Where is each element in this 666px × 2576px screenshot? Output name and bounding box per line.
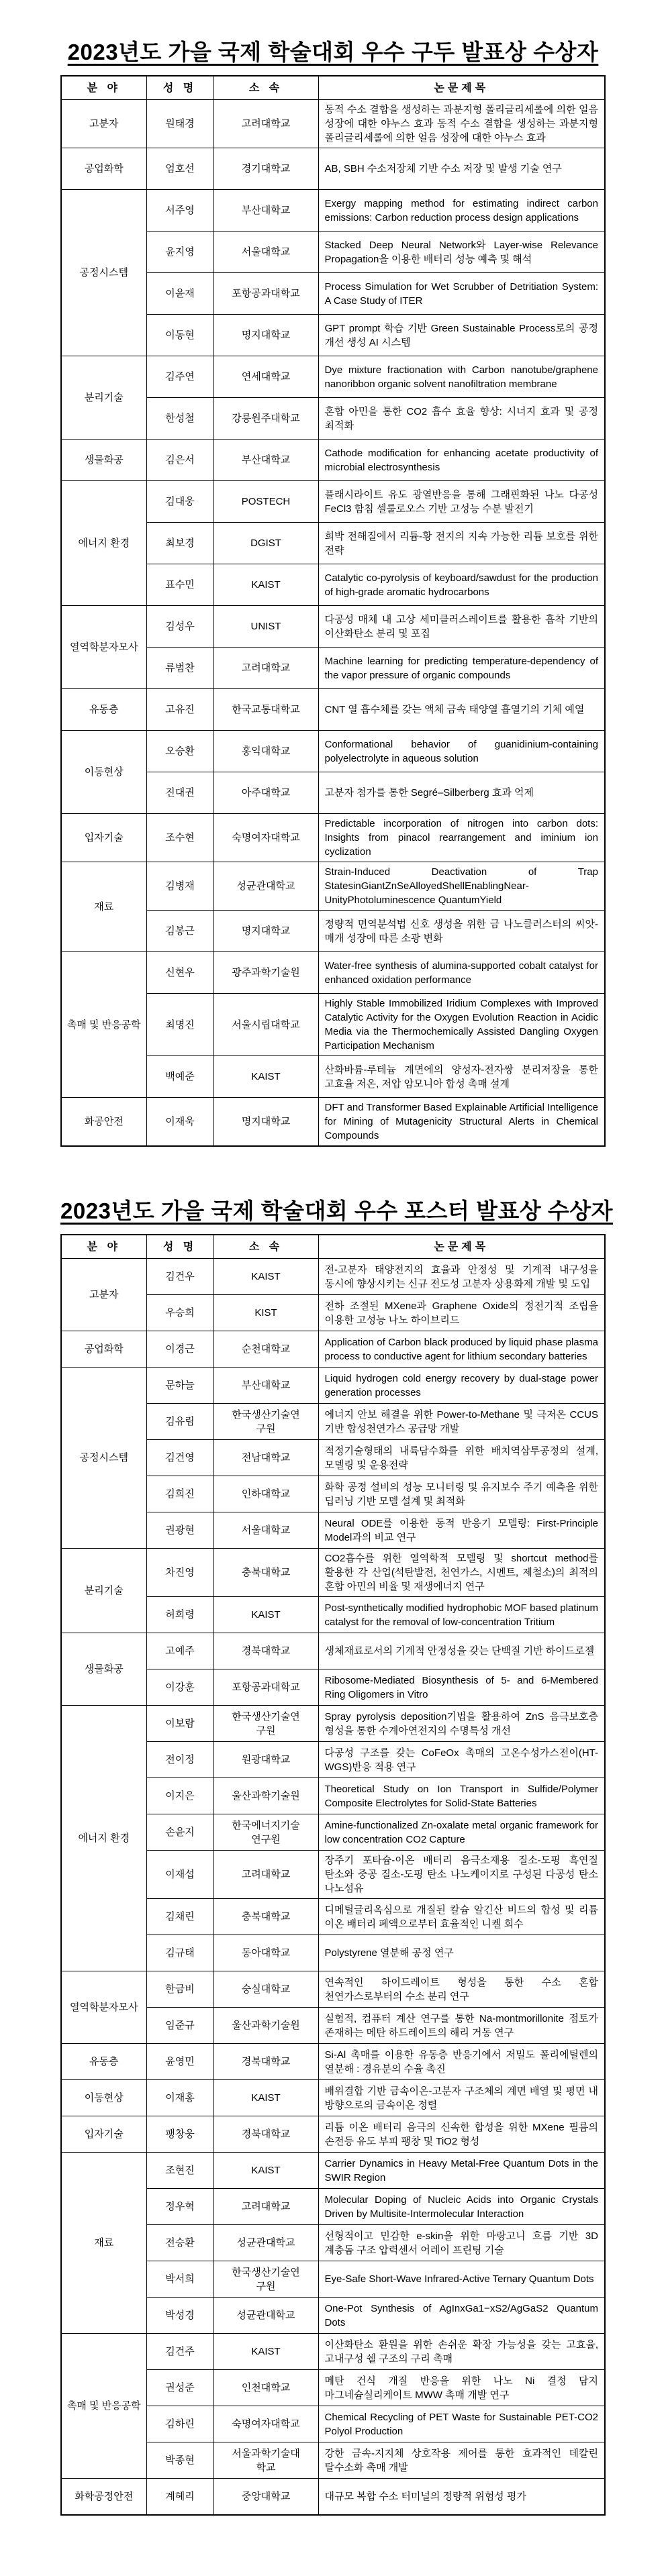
paper-title-cell: Theoretical Study on Ion Transport in Sulfide/Polymer Composite Electrolytes for Solid-State Batteries [318,1778,605,1814]
paper-title-cell: Predictable incorporation of nitrogen into carbon dots: Insights from pinacol rearrangement and iminium ion cyclization [318,814,605,862]
table-row [61,356,605,398]
paper-title-cell: 메탄 건식 개질 반응을 위한 나노 Ni 결정 담지 마그네슘실리케이트 MWW 촉매 개발 연구 [318,2370,605,2406]
affiliation-cell: 성균관대학교 [213,2225,318,2261]
winner-name-cell: 진대권 [146,772,213,814]
paper-title-cell: Strain-Induced Deactivation of Trap StatesinGiantZnSeAlloyedShellEnablingNear-UnityPhotoluminescence QuantumYield [318,862,605,911]
affiliation-cell: KAIST [213,2080,318,2116]
winner-name-cell: 김유림 [146,1404,213,1440]
affiliation-cell: 부산대학교 [213,440,318,481]
affiliation-cell: 중앙대학교 [213,2479,318,2515]
paper-title-cell: 혼합 아민을 통한 CO2 흡수 효율 향상: 시너지 효과 및 공정 최적화 [318,398,605,440]
field-cell: 입자기술 [61,814,146,862]
field-cell: 생물화공 [61,1633,146,1706]
affiliation-cell: 성균관대학교 [213,2298,318,2334]
affiliation-cell: 서울대학교 [213,1512,318,1549]
paper-title-cell: Stacked Deep Neural Network와 Layer-wise Relevance Propagation을 이용한 배터리 성능 예측 및 해석 [318,231,605,273]
header-paper-title: 논문제목 [318,1235,605,1259]
affiliation-cell: 순천대학교 [213,1331,318,1368]
paper-title-cell: Polystyrene 열분해 공정 연구 [318,1935,605,1971]
affiliation-cell: 전남대학교 [213,1440,318,1476]
table-row [61,481,605,523]
table-row [61,862,605,911]
table-header-row [61,1235,605,1259]
paper-title-cell: Machine learning for predicting temperature-dependency of the vapor pressure of organic compounds [318,648,605,689]
affiliation-cell: 고려대학교 [213,100,318,148]
field-cell: 유동층 [61,2044,146,2080]
paper-title-cell: Conformational behavior of guanidinium-containing polyelectrolyte in aqueous solution [318,731,605,772]
affiliation-cell: 부산대학교 [213,190,318,231]
field-cell: 재료 [61,2153,146,2334]
table-row [61,1259,605,1295]
winner-name-cell: 허희령 [146,1597,213,1633]
paper-title-cell: 플래시라이트 유도 광열반응을 통해 그래핀화된 나노 다공성 FeCl3 함침 셀룰로오스 기반 고성능 수분 발전기 [318,481,605,523]
affiliation-cell: 숙명여자대학교 [213,814,318,862]
winner-name-cell: 김은서 [146,440,213,481]
winner-name-cell: 차진영 [146,1549,213,1597]
table-row [61,1098,605,1147]
field-cell: 공업화학 [61,148,146,190]
paper-title-cell: Spray pyrolysis deposition기법을 활용하여 ZnS 음극보호층 형성을 통한 수계아연전지의 수명특성 개선 [318,1706,605,1742]
affiliation-cell: 한국생산기술연구원 [213,1706,318,1742]
winner-name-cell: 이재섭 [146,1851,213,1899]
winner-name-cell: 우승희 [146,1295,213,1331]
winner-name-cell: 김규태 [146,1935,213,1971]
table-row [61,440,605,481]
poster-award-title: 2023년도 가을 국제 학술대회 우수 포스터 발표상 수상자 [60,1198,614,1223]
winner-name-cell: 박서희 [146,2261,213,2298]
winner-name-cell: 최보경 [146,523,213,564]
winner-name-cell: 엄호선 [146,148,213,190]
winner-name-cell: 전이정 [146,1742,213,1778]
paper-title-cell: 전-고분자 태양전지의 효율과 안정성 및 기계적 내구성을 동시에 향상시키는 신규 전도성 고분자 상용화제 개발 및 도입 [318,1259,605,1295]
paper-title-cell: Eye-Safe Short-Wave Infrared-Active Ternary Quantum Dots [318,2261,605,2298]
affiliation-cell: 한국생산기술연구원 [213,1404,318,1440]
table-row [61,1368,605,1404]
table-row [61,190,605,231]
affiliation-cell: UNIST [213,606,318,648]
winner-name-cell: 이재욱 [146,1098,213,1147]
table-row [61,1633,605,1669]
paper-title-cell: 선형적이고 민감한 e-skin을 위한 마랑고니 흐름 기반 3D 계층돔 구조 압력센서 어레이 프린팅 기술 [318,2225,605,2261]
affiliation-cell: 연세대학교 [213,356,318,398]
paper-title-cell: Catalytic co-pyrolysis of keyboard/sawdust for the production of high-grade aromatic hydrocarbons [318,564,605,606]
winner-name-cell: 문하늘 [146,1368,213,1404]
affiliation-cell: 인하대학교 [213,1476,318,1512]
paper-title-cell: 리튬 이온 배터리 음극의 신속한 합성을 위한 MXene 필름의 손전등 유도 부피 팽창 및 TiO2 형성 [318,2116,605,2153]
winner-name-cell: 정우혁 [146,2189,213,2225]
paper-title-cell: Liquid hydrogen cold energy recovery by dual-stage power generation processes [318,1368,605,1404]
table-row [61,100,605,148]
affiliation-cell: 경북대학교 [213,2116,318,2153]
winner-name-cell: 신현우 [146,952,213,994]
paper-title-cell: Neural ODE를 이용한 동적 반응기 모델링: First-Principle Model과의 비교 연구 [318,1512,605,1549]
paper-title-cell: Si-Al 촉매를 이용한 유동층 반응기에서 저밀도 폴리에틸렌의 열분해 : 경유분의 수율 촉진 [318,2044,605,2080]
table-row [61,1331,605,1368]
affiliation-cell: 충북대학교 [213,1549,318,1597]
paper-title-cell: 디메틸글리옥심으로 개질된 칼슘 알긴산 비드의 합성 및 리튬 이온 배터리 폐액으로부터 효율적인 니켈 회수 [318,1899,605,1935]
field-cell: 화공안전 [61,1098,146,1147]
field-cell: 생물화공 [61,440,146,481]
winner-name-cell: 김건주 [146,2334,213,2370]
paper-title-cell: CO2흡수를 위한 열역학적 모델링 및 shortcut method를 활용한 각 산업(석탄발전, 천연가스, 시멘트, 제철소)의 최적의 혼합 아민의 비율 및 재생에너지 연구 [318,1549,605,1597]
field-cell: 분리기술 [61,356,146,440]
field-cell: 고분자 [61,100,146,148]
affiliation-cell: 고려대학교 [213,2189,318,2225]
winner-name-cell: 팽창웅 [146,2116,213,2153]
winner-name-cell: 김채린 [146,1899,213,1935]
affiliation-cell: KAIST [213,1259,318,1295]
affiliation-cell: KAIST [213,2334,318,2370]
affiliation-cell: 충북대학교 [213,1899,318,1935]
header-paper-title: 논문제목 [318,76,605,100]
affiliation-cell: 원광대학교 [213,1742,318,1778]
affiliation-cell: 명지대학교 [213,911,318,952]
affiliation-cell: KIST [213,1295,318,1331]
winner-name-cell: 백예준 [146,1056,213,1098]
affiliation-cell: 고려대학교 [213,648,318,689]
table-row [61,1549,605,1597]
winner-name-cell: 손윤지 [146,1814,213,1851]
table-row [61,2044,605,2080]
paper-title-cell: 화학 공정 설비의 성능 모니터링 및 유지보수 주기 예측을 위한 딥러닝 기반 모델 설계 및 최적화 [318,1476,605,1512]
paper-title-cell: 전하 조절된 MXene과 Graphene Oxide의 정전기적 조립을 이용한 고성능 나노 하이브리드 [318,1295,605,1331]
paper-title-cell: Carrier Dynamics in Heavy Metal-Free Quantum Dots in the SWIR Region [318,2153,605,2189]
paper-title-cell: Water-free synthesis of alumina-supported cobalt catalyst for enhanced oxidation performance [318,952,605,994]
paper-title-cell: GPT prompt 학습 기반 Green Sustainable Process로의 공정 개선 생성 AI 시스템 [318,315,605,356]
affiliation-cell: 울산과학기술원 [213,1778,318,1814]
winner-name-cell: 박종현 [146,2442,213,2479]
winner-name-cell: 고유진 [146,689,213,731]
oral-award-section [60,35,606,1147]
winner-name-cell: 조수현 [146,814,213,862]
winner-name-cell: 김주연 [146,356,213,398]
affiliation-cell: 숭실대학교 [213,1971,318,2008]
affiliation-cell: 부산대학교 [213,1368,318,1404]
paper-title-cell: 산화바륨-루테늄 계면에의 양성자-전자쌍 분리저장을 통한 고효율 저온, 저압 암모니아 합성 촉매 설계 [318,1056,605,1098]
affiliation-cell: 명지대학교 [213,1098,318,1147]
table-row [61,2116,605,2153]
paper-title-cell: 배위결합 기반 금속이온-고분자 구조체의 계면 배열 및 평면 내 방향으로의 금속이온 정렬 [318,2080,605,2116]
affiliation-cell: KAIST [213,1597,318,1633]
winner-name-cell: 김대웅 [146,481,213,523]
winner-name-cell: 권광현 [146,1512,213,1549]
paper-title-cell: 대규모 복합 수소 터미널의 정량적 위험성 평가 [318,2479,605,2515]
field-cell: 유동층 [61,689,146,731]
table-row [61,2080,605,2116]
table-row [61,2334,605,2370]
winner-name-cell: 한금비 [146,1971,213,2008]
paper-title-cell: Process Simulation for Wet Scrubber of Detritiation System: A Case Study of ITER [318,273,605,315]
field-cell: 촉매 및 반응공학 [61,952,146,1098]
winner-name-cell: 이윤재 [146,273,213,315]
header-row [61,76,605,100]
header-name: 성 명 [146,1235,213,1259]
affiliation-cell: 동아대학교 [213,1935,318,1971]
field-cell: 공정시스템 [61,1368,146,1549]
winner-name-cell: 최명진 [146,994,213,1056]
winner-name-cell: 박성경 [146,2298,213,2334]
affiliation-cell: 서울시립대학교 [213,994,318,1056]
field-cell: 촉매 및 반응공학 [61,2334,146,2479]
paper-title-cell: One-Pot Synthesis of AgInxGa1−xS2/AgGaS2 Quantum Dots [318,2298,605,2334]
winner-name-cell: 김봉근 [146,911,213,952]
field-cell: 화학공정안전 [61,2479,146,2515]
affiliation-cell: 강릉원주대학교 [213,398,318,440]
affiliation-cell: 울산과학기술원 [213,2008,318,2044]
winner-name-cell: 이동현 [146,315,213,356]
paper-title-cell: Dye mixture fractionation with Carbon nanotube/graphene nanoribbon organic solvent nanofiltration membrane [318,356,605,398]
paper-title-cell: Amine-functionalized Zn-oxalate metal organic framework for low concentration CO2 Capture [318,1814,605,1851]
table-row [61,1971,605,2008]
winner-name-cell: 계혜리 [146,2479,213,2515]
paper-title-cell: Ribosome-Mediated Biosynthesis of 5- and 6-Membered Ring Oligomers in Vitro [318,1669,605,1706]
affiliation-cell: 아주대학교 [213,772,318,814]
paper-title-cell: 장주기 포타슘-이온 배터리 음극소재용 질소-도핑 흑연질 탄소와 중공 질소-도핑 탄소 나노케이지로 구성된 다공성 탄소 나노섬유 [318,1851,605,1899]
header-affiliation: 소 속 [213,76,318,100]
paper-title-cell: 생체재료로서의 기계적 안정성을 갖는 단백질 기반 하이드로젤 [318,1633,605,1669]
paper-title-cell: Application of Carbon black produced by liquid phase plasma process to conductive agent for lithium secondary batteries [318,1331,605,1368]
header-affiliation: 소 속 [213,1235,318,1259]
affiliation-cell: 포항공과대학교 [213,273,318,315]
paper-title-cell: CNT 열 흡수체를 갖는 액체 금속 태양열 흡열기의 기체 예열 [318,689,605,731]
table-row [61,2479,605,2515]
affiliation-cell: 광주과학기술원 [213,952,318,994]
affiliation-cell: 고려대학교 [213,1851,318,1899]
poster-award-section [60,1194,614,2516]
paper-title-cell: Exergy mapping method for estimating indirect carbon emissions: Carbon reduction process design applications [318,190,605,231]
affiliation-cell: 서울대학교 [213,231,318,273]
winner-name-cell: 윤지영 [146,231,213,273]
winner-name-cell: 조현진 [146,2153,213,2189]
winner-name-cell: 김하린 [146,2406,213,2442]
header-field: 분 야 [61,1235,146,1259]
paper-title-cell: 동적 수소 결합을 생성하는 과분지형 폴리글리세롤에 의한 얼음 성장에 대한 야누스 효과 동적 수소 결합을 생성하는 과분지형 폴리글리세롤에 의한 얼음 성장에 대한 야누스 효과 [318,100,605,148]
header-name: 성 명 [146,76,213,100]
winner-name-cell: 김성우 [146,606,213,648]
winner-name-cell: 원태경 [146,100,213,148]
field-cell: 재료 [61,862,146,952]
paper-title-cell: 적정기술형태의 내륙담수화를 위한 배치역삼투공정의 설계, 모델링 및 운용전략 [318,1440,605,1476]
paper-title-cell: 강한 금속-지지체 상호작용 제어를 통한 효과적인 데칼린 탈수소화 촉매 개발 [318,2442,605,2479]
paper-title-cell: Highly Stable Immobilized Iridium Complexes with Improved Catalytic Activity for the Oxygen Evolution Reaction in Acidic Media via the Thermochemically Assisted Dangling Oxygen Participation Mechanism [318,994,605,1056]
winner-name-cell: 표수민 [146,564,213,606]
paper-title-cell: 다공성 매체 내 고상 세미클러스레이트를 활용한 흡착 기반의 이산화탄소 분리 및 포집 [318,606,605,648]
affiliation-cell: KAIST [213,1056,318,1098]
table-row [61,952,605,994]
paper-title-cell: 다공성 구조를 갖는 CoFeOx 촉매의 고온수성가스전이(HT-WGS)반응 적용 연구 [318,1742,605,1778]
winner-name-cell: 권성준 [146,2370,213,2406]
paper-title-cell: 이산화탄소 환원을 위한 손쉬운 확장 가능성을 갖는 고효율, 고내구성 쉘 구조의 구리 촉매 [318,2334,605,2370]
field-cell: 이동현상 [61,2080,146,2116]
winner-name-cell: 전승환 [146,2225,213,2261]
affiliation-cell: KAIST [213,2153,318,2189]
paper-title-cell: AB, SBH 수소저장체 기반 수소 저장 및 발생 기술 연구 [318,148,605,190]
affiliation-cell: 한국생산기술연구원 [213,2261,318,2298]
winner-name-cell: 이경근 [146,1331,213,1368]
field-cell: 공업화학 [61,1331,146,1368]
winner-name-cell: 김건영 [146,1440,213,1476]
field-cell: 입자기술 [61,2116,146,2153]
field-cell: 열역학분자모사 [61,606,146,689]
winner-name-cell: 고예주 [146,1633,213,1669]
affiliation-cell: 경기대학교 [213,148,318,190]
paper-title-cell: Chemical Recycling of PET Waste for Sustainable PET-CO2 Polyol Production [318,2406,605,2442]
field-cell: 고분자 [61,1259,146,1331]
table-row [61,814,605,862]
paper-title-cell: Post-synthetically modified hydrophobic MOF based platinum catalyst for the removal of low-concentration Tritium [318,1597,605,1633]
winner-name-cell: 김병재 [146,862,213,911]
table-row [61,731,605,772]
affiliation-cell: 한국교통대학교 [213,689,318,731]
affiliation-cell: 명지대학교 [213,315,318,356]
paper-title-cell: 정량적 면역분석법 신호 생성을 위한 금 나노클러스터의 씨앗-매개 성장에 따른 소광 변화 [318,911,605,952]
paper-title-cell: 연속적인 하이드레이트 형성을 통한 수소 혼합 천연가스로부터의 수소 분리 연구 [318,1971,605,2008]
paper-title-cell: 실험적, 컴퓨터 계산 연구를 통한 Na-montmorillonite 점토가 존재하는 메탄 하드레이트의 해리 거동 연구 [318,2008,605,2044]
winner-name-cell: 서주영 [146,190,213,231]
paper-title-cell: Molecular Doping of Nucleic Acids into Organic Crystals Driven by Multisite-Intermolecular Interaction [318,2189,605,2225]
winner-name-cell: 이보람 [146,1706,213,1742]
winner-name-cell: 윤영민 [146,2044,213,2080]
winner-name-cell: 오승환 [146,731,213,772]
table-row [61,2153,605,2189]
affiliation-cell: POSTECH [213,481,318,523]
affiliation-cell: 경북대학교 [213,1633,318,1669]
paper-title-cell: 에너지 안보 해결을 위한 Power-to-Methane 및 극저온 CCUS 기반 합성천연가스 공급망 개발 [318,1404,605,1440]
paper-title-cell: 희박 전해질에서 리튬-황 전지의 지속 가능한 리튬 보호를 위한 전략 [318,523,605,564]
table-row [61,606,605,648]
affiliation-cell: DGIST [213,523,318,564]
affiliation-cell: 한국에너지기술연구원 [213,1814,318,1851]
header-field: 분 야 [61,76,146,100]
affiliation-cell: 홍익대학교 [213,731,318,772]
affiliation-cell: KAIST [213,564,318,606]
winner-name-cell: 김건우 [146,1259,213,1295]
field-cell: 분리기술 [61,1549,146,1633]
table-row [61,1706,605,1742]
header-row [61,1235,605,1259]
field-cell: 열역학분자모사 [61,1971,146,2044]
affiliation-cell: 서울과학기술대학교 [213,2442,318,2479]
paper-title-cell: 고분자 첨가를 통한 Segré–Silberberg 효과 억제 [318,772,605,814]
paper-title-cell: Cathode modification for enhancing acetate productivity of microbial electrosynthesis [318,440,605,481]
winner-name-cell: 김희진 [146,1476,213,1512]
oral-award-title: 2023년도 가을 국제 학술대회 우수 구두 발표상 수상자 [67,40,599,64]
affiliation-cell: 성균관대학교 [213,862,318,911]
winner-name-cell: 이강훈 [146,1669,213,1706]
field-cell: 에너지 환경 [61,1706,146,1971]
paper-title-cell: DFT and Transformer Based Explainable Artificial Intelligence for Mining of Mutagenicity Structural Alerts in Chemical Compounds [318,1098,605,1147]
affiliation-cell: 경북대학교 [213,2044,318,2080]
table-row [61,148,605,190]
poster-award-table [60,1234,606,2516]
field-cell: 이동현상 [61,731,146,814]
winner-name-cell: 한성철 [146,398,213,440]
affiliation-cell: 포항공과대학교 [213,1669,318,1706]
table-row [61,689,605,731]
affiliation-cell: 인천대학교 [213,2370,318,2406]
table-header-row [61,76,605,100]
field-cell: 공정시스템 [61,190,146,356]
winner-name-cell: 임준규 [146,2008,213,2044]
winner-name-cell: 이지은 [146,1778,213,1814]
oral-award-table [60,75,606,1147]
winner-name-cell: 류범찬 [146,648,213,689]
winner-name-cell: 이재홍 [146,2080,213,2116]
field-cell: 에너지 환경 [61,481,146,606]
affiliation-cell: 숙명여자대학교 [213,2406,318,2442]
